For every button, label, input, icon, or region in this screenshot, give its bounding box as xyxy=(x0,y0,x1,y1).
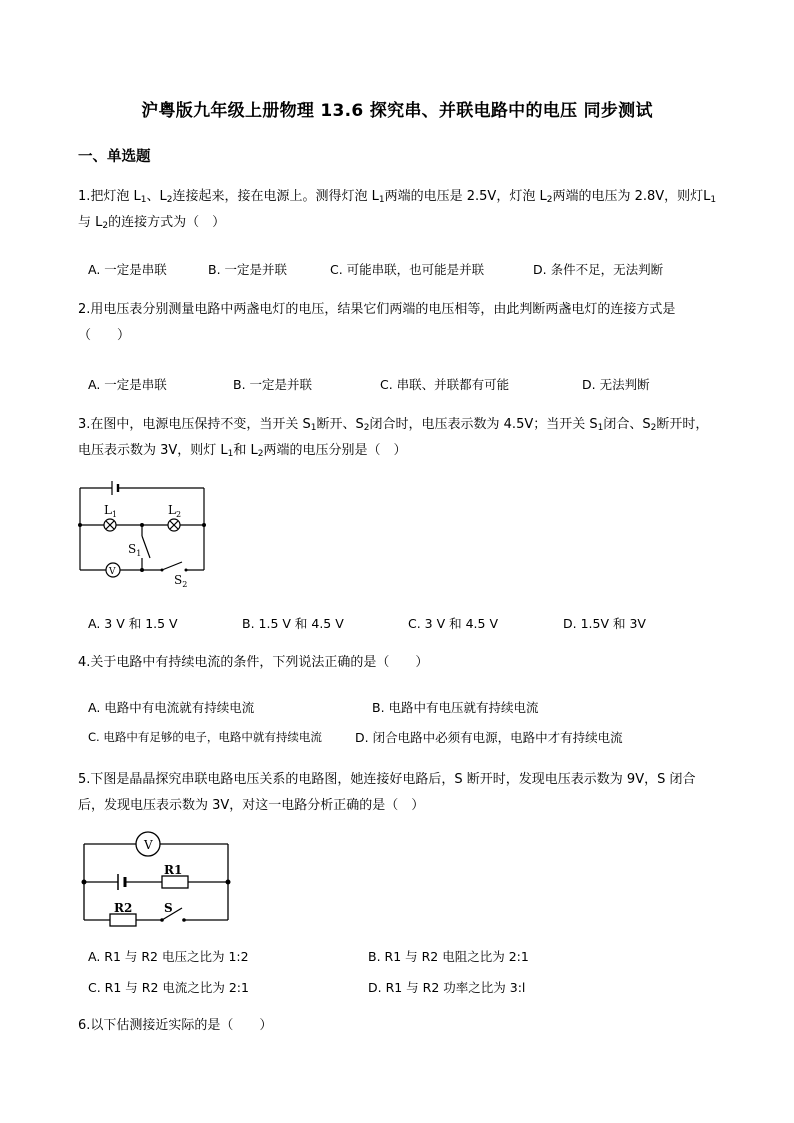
q4-option-c[interactable]: C. 电路中有足够的电子，电路中就有持续电流 xyxy=(88,730,322,744)
q2-option-c[interactable]: C. 串联、并联都有可能 xyxy=(380,377,510,392)
section-heading: 一、单选题 xyxy=(78,149,151,165)
question-6: 6.以下估测接近实际的是（ ） xyxy=(78,1018,273,1033)
q1-option-a[interactable]: A. 一定是串联 xyxy=(88,262,167,277)
q2-option-b[interactable]: B. 一定是并联 xyxy=(233,377,313,392)
page-title: 沪粤版九年级上册物理 13.6 探究串、并联电路中的电压 同步测试 xyxy=(141,101,653,121)
switch-s1-label: $S_1$ xyxy=(128,542,142,558)
q3-option-d[interactable]: D. 1.5V 和 3V xyxy=(563,616,646,631)
resistor-r1-label: R1 xyxy=(164,863,183,877)
lamp-l1-label: $L_1$ xyxy=(104,503,118,519)
question-5: 5.下图是晶晶探究串联电路电压关系的电路图，她连接好电路后，S 断开时，发现电压表示数为 9V，S 闭合后，发现电压表示数为 3V，对这一电路分析正确的是（ ） xyxy=(78,772,696,813)
q2-option-a[interactable]: A. 一定是串联 xyxy=(88,377,167,392)
switch-s2-label: $S_2$ xyxy=(174,573,188,589)
question-3: 3.在图中，电源电压保持不变，当开关 $S_1$断开、$S_2$闭合时，电压表示数为 4.5V；当开关 $S_1$闭合、$S_2$断开时，电压表示数为 3V，则灯 $L_1$和 $L_2$两端的电压分别是（ ） xyxy=(78,417,709,459)
voltmeter-label: V xyxy=(109,567,116,577)
q1-option-c[interactable]: C. 可能串联，也可能是并联 xyxy=(330,262,485,277)
voltmeter-label: V xyxy=(144,838,153,852)
resistor-r2-label: R2 xyxy=(114,901,133,915)
q5-circuit-diagram xyxy=(78,828,238,932)
q1-option-b[interactable]: B. 一定是并联 xyxy=(208,262,288,277)
q4-option-d[interactable]: D. 闭合电路中必须有电源，电路中才有持续电流 xyxy=(355,730,623,745)
question-2: 2.用电压表分别测量电路中两盏电灯的电压，结果它们两端的电压相等，由此判断两盏电灯的连接方式是（ ） xyxy=(78,302,676,343)
q5-option-b[interactable]: B. R1 与 R2 电阻之比为 2:1 xyxy=(368,949,529,964)
question-1: 1.把灯泡 $L_1$、$L_2$连接起来，接在电源上。测得灯泡 $L_1$两端的电压是 2.5V，灯泡 $L_2$两端的电压为 2.8V，则灯$L_1$与 $L_2$的连接方式为（ ） xyxy=(78,189,717,231)
q5-option-d[interactable]: D. R1 与 R2 功率之比为 3:l xyxy=(368,980,526,995)
q5-option-a[interactable]: A. R1 与 R2 电压之比为 1:2 xyxy=(88,949,249,964)
q2-option-d[interactable]: D. 无法判断 xyxy=(582,377,650,392)
q3-option-b[interactable]: B. 1.5 V 和 4.5 V xyxy=(242,616,344,631)
q3-option-c[interactable]: C. 3 V 和 4.5 V xyxy=(408,616,499,631)
q3-circuit-diagram xyxy=(72,478,212,594)
switch-s-label: S xyxy=(164,901,173,915)
lamp-l2-label: $L_2$ xyxy=(168,503,182,519)
q4-option-b[interactable]: B. 电路中有电压就有持续电流 xyxy=(372,700,539,715)
q1-option-d[interactable]: D. 条件不足，无法判断 xyxy=(533,262,664,277)
question-4: 4.关于电路中有持续电流的条件，下列说法正确的是（ ） xyxy=(78,655,429,670)
q4-option-a[interactable]: A. 电路中有电流就有持续电流 xyxy=(88,700,255,715)
q3-option-a[interactable]: A. 3 V 和 1.5 V xyxy=(88,616,178,631)
q5-option-c[interactable]: C. R1 与 R2 电流之比为 2:1 xyxy=(88,980,249,995)
